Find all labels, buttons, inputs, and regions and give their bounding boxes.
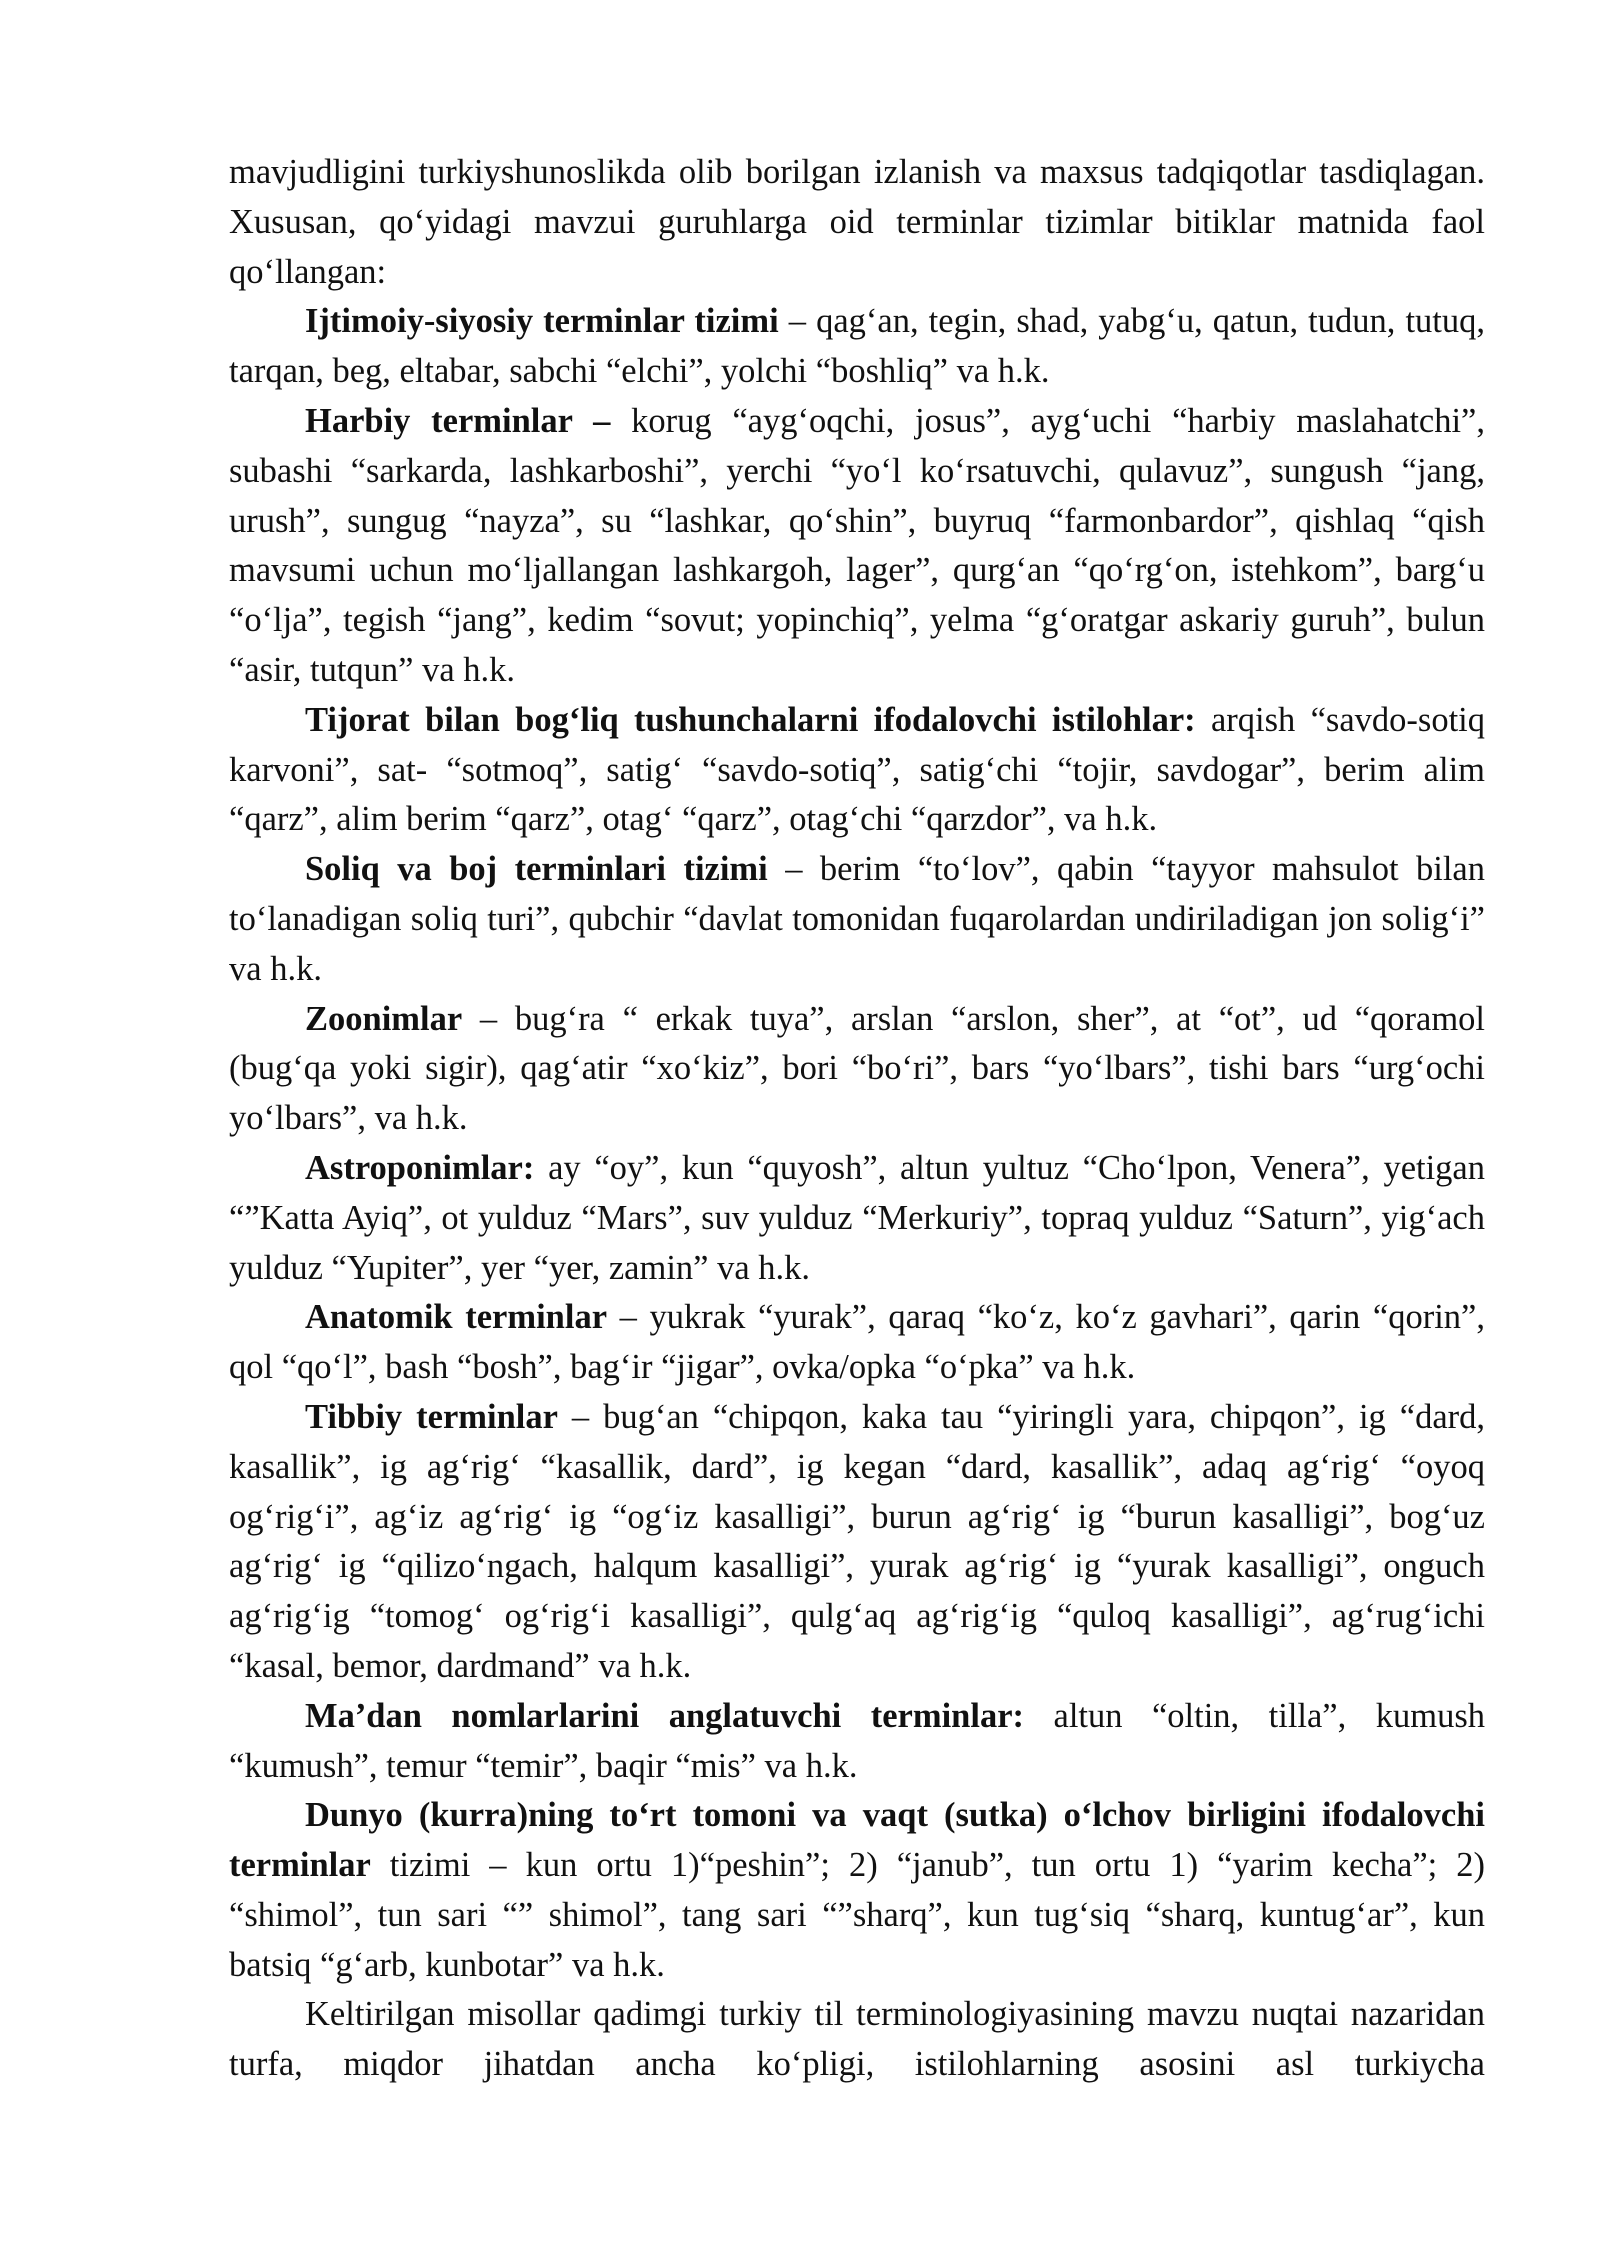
paragraph-directions-time [229,1791,1485,1990]
paragraph-heading: Ma’dan nomlarlarini anglatuvchi terminlar: [305,1696,1025,1735]
paragraph-text: mavjudligini turkiyshunoslikda olib borilgan izlanish va maxsus tadqiqotlar tasdiqlagan. Xususan, qo‘yidagi mavzui guruhlarga oid terminlar tizimlar bitiklar matnida faol qo‘llangan: [229,153,1485,291]
paragraph-text: Keltirilgan misollar qadimgi turkiy til terminologiyasining mavzu nuqtai nazaridan turfa, miqdor jihatdan ancha ko‘pligi, istilohlarning asosini asl turkiycha [229,1995,1485,2084]
paragraph-heading: Dunyo (kurra)ning to‘rt tomoni va vaqt (sutka) o‘lchov birligini ifodalovchi terminlar [229,1796,1485,1885]
paragraph-tax [229,845,1485,994]
paragraph-text: korug “ayg‘oqchi, josus”, ayg‘uchi “harbiy maslahatchi”, subashi “sarkarda, lashkarboshi”, yerchi “yo‘l ko‘rsatuvchi, qulavuz”, sungush “jang, urush”, sungug “nayza”, su “lashkar, qo‘shin”, buyruq “farmonbardor”, qishlaq “qish mavsumi uchun mo‘ljallangan lashkargoh, lager”, qurg‘an “qo‘rg‘on, istehkom”, barg‘u “o‘lja”, tegish “jang”, kedim “sovut; yopinchiq”, yelma “g‘oratgar askariy guruh”, bulun “asir, tutqun” va h.k. [229,401,1485,689]
paragraph-intro [229,148,1485,297]
paragraph-military [229,397,1485,696]
paragraph-trade [229,696,1485,845]
paragraph-conclusion [229,1990,1485,2090]
paragraph-heading: Ijtimoiy-siyosiy terminlar tizimi [305,302,779,341]
paragraph-text: altun “oltin, tilla”, kumush “kumush”, temur “temir”, baqir “mis” va h.k. [229,1696,1485,1785]
paragraph-heading: Astroponimlar: [305,1148,535,1187]
paragraph-text: – bug‘ra “ erkak tuya”, arslan “arslon, sher”, at “ot”, ud “qoramol (bug‘qa yoki sigir), qag‘atir “xo‘kiz”, bori “bo‘ri”, bars “yo‘lbars”, tishi bars “urg‘ochi yo‘lbars”, va h.k. [229,999,1485,1138]
paragraph-medical [229,1393,1485,1692]
paragraph-social-political [229,297,1485,397]
paragraph-zoonyms [229,995,1485,1144]
paragraph-heading: Tibbiy terminlar [305,1397,558,1436]
document-body [229,148,1485,2090]
paragraph-text: – qag‘an, tegin, shad, yabg‘u, qatun, tudun, tutuq, tarqan, beg, eltabar, sabchi “elchi”, yolchi “boshliq” va h.k. [229,302,1485,391]
paragraph-text: – yukrak “yurak”, qaraq “ko‘z, ko‘z gavhari”, qarin “qorin”, qol “qo‘l”, bash “bosh”, bag‘ir “jigar”, ovka/opka “o‘pka” va h.k. [229,1298,1485,1387]
paragraph-heading: Zoonimlar [305,999,463,1038]
paragraph-metals [229,1692,1485,1792]
paragraph-heading: Harbiy terminlar – [305,401,611,440]
paragraph-heading: Tijorat bilan bog‘liq tushunchalarni ifodalovchi istilohlar: [305,700,1196,739]
paragraph-astronyms [229,1144,1485,1293]
paragraph-text: tizimi – kun ortu 1)“peshin”; 2) “janub”, tun ortu 1) “yarim kecha”; 2) “shimol”, tun sari “” shimol”, tang sari “”sharq”, kun tug‘siq “sharq, kuntug‘ar”, kun batsiq “g‘arb, kunbotar” va h.k. [229,1846,1485,1984]
paragraph-anatomy [229,1293,1485,1393]
paragraph-heading: Anatomik terminlar [305,1298,608,1337]
paragraph-text: – berim “to‘lov”, qabin “tayyor mahsulot bilan to‘lanadigan soliq turi”, qubchir “davlat tomonidan fuqarolardan undiriladigan jon solig‘i” va h.k. [229,850,1485,988]
paragraph-text: – bug‘an “chipqon, kaka tau “yiringli yara, chipqon”, ig “dard, kasallik”, ig ag‘rig‘ “kasallik, dard”, ig kegan “dard, kasallik”, adaq ag‘rig‘ “oyoq og‘rig‘i”, ag‘iz ag‘rig‘ ig “og‘iz kasalligi”, burun ag‘rig‘ ig “burun kasalligi”, bog‘uz ag‘rig‘ ig “qilizo‘ngach, halqum kasalligi”, yurak ag‘rig‘ ig “yurak kasalligi”, onguch ag‘rig‘ig “tomog‘ og‘rig‘i kasalligi”, qulg‘aq ag‘rig‘ig “quloq kasalligi”, ag‘rug‘ichi “kasal, bemor, dardmand” va h.k. [229,1397,1485,1685]
paragraph-heading: Soliq va boj terminlari tizimi [305,850,768,889]
paragraph-text: ay “oy”, kun “quyosh”, altun yultuz “Cho‘lpon, Venera”, yetigan “”Katta Ayiq”, ot yulduz “Mars”, suv yulduz “Merkuriy”, topraq yulduz “Saturn”, yig‘ach yulduz “Yupiter”, yer “yer, zamin” va h.k. [229,1148,1485,1287]
paragraph-text: arqish “savdo-sotiq karvoni”, sat- “sotmoq”, satig‘ “savdo-sotiq”, satig‘chi “tojir, savdogar”, berim alim “qarz”, alim berim “qarz”, otag‘ “qarz”, otag‘chi “qarzdor”, va h.k. [229,700,1485,839]
